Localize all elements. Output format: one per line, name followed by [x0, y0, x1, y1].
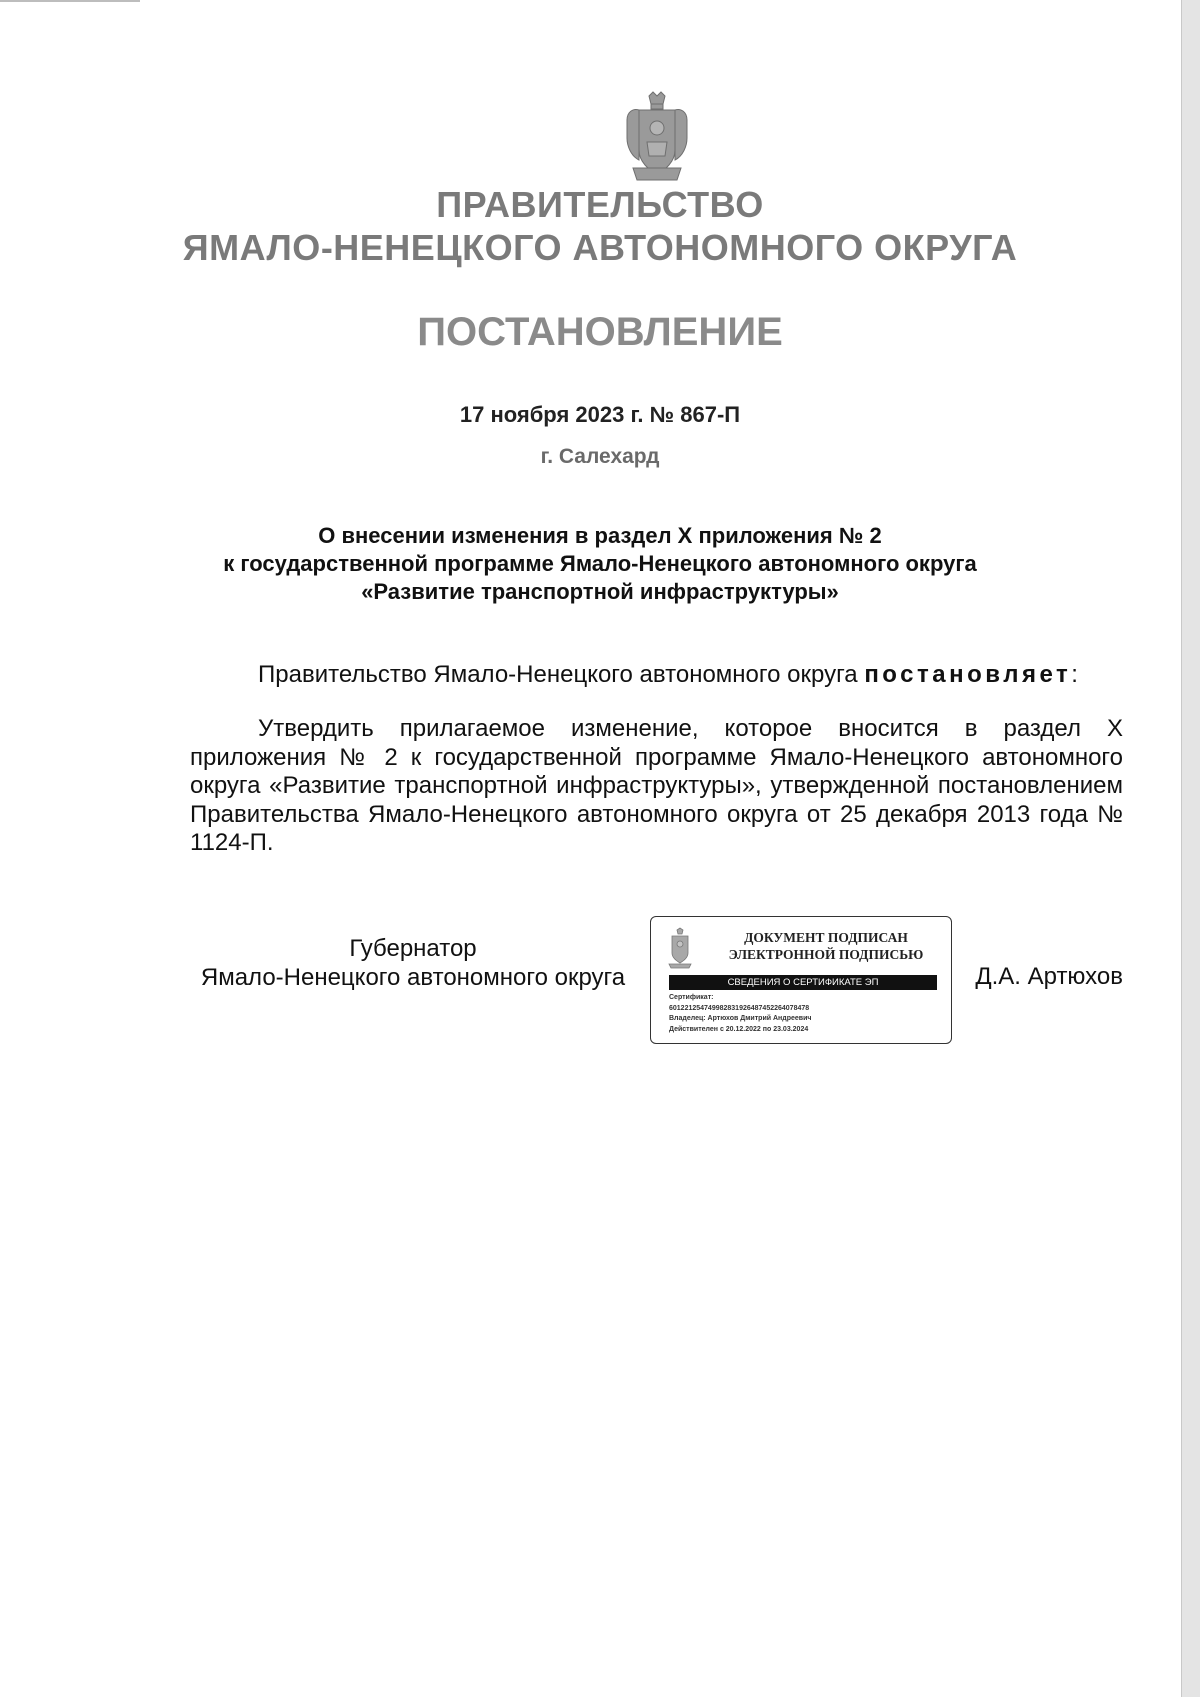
stamp-validity: Действителен с 20.12.2022 по 23.03.2024 — [669, 1025, 809, 1033]
document-date-number: 17 ноября 2023 г. № 867-П — [459, 402, 741, 427]
lead-decree-word: постановляет — [864, 661, 1072, 688]
main-paragraph: Утвердить прилагаемое изменение, которое вносится в раздел X приложения № 2 к государственной программе Ямало-Ненецкого автономного округа «Развитие транспортной инфраструктуры», утвержденной постановлением Правительства Ямало-Ненецкого автономного округа от 25 декабря 2013 года № 1124-П. — [190, 715, 1123, 856]
signatory-role-line1: Губернатор — [349, 935, 477, 962]
stamp-owner: Владелец: Артюхов Дмитрий Андреевич — [669, 1015, 812, 1022]
stamp-certificate-label: Сертификат: — [669, 994, 714, 1001]
stamp-emblem-icon — [665, 927, 695, 969]
signatory-name: Д.А. Артюхов — [975, 963, 1123, 990]
lead-colon: : — [1071, 661, 1078, 688]
stamp-heading-line1: ДОКУМЕНТ ПОДПИСАН — [744, 930, 908, 945]
government-name-line1: ПРАВИТЕЛЬСТВО — [436, 184, 764, 225]
stamp-certificate-bar: СВЕДЕНИЯ О СЕРТИФИКАТЕ ЭП — [669, 975, 937, 990]
document-type: ПОСТАНОВЛЕНИЕ — [417, 310, 783, 354]
document-title-line2: к государственной программе Ямало-Ненецкого автономного округа — [223, 551, 977, 576]
document-title — [150, 522, 1050, 606]
stamp-heading-line2: ЭЛЕКТРОННОЙ ПОДПИСЬЮ — [728, 947, 924, 962]
document-title-line3: «Развитие транспортной инфраструктуры» — [361, 579, 839, 604]
government-name-line2: ЯМАЛО-НЕНЕЦКОГО АВТОНОМНОГО ОКРУГА — [182, 227, 1018, 268]
electronic-signature-stamp — [650, 916, 952, 1044]
stamp-heading — [711, 929, 941, 963]
document-city: г. Салехард — [540, 445, 660, 468]
signatory-role — [190, 935, 636, 992]
lead-paragraph — [190, 661, 1123, 690]
document-title-line1: О внесении изменения в раздел X приложения № 2 — [318, 523, 882, 548]
signatory-role-line2: Ямало-Ненецкого автономного округа — [200, 963, 626, 991]
stamp-certificate-value: 601221254749982831926487452264078478 — [669, 1004, 810, 1012]
page-top-edge — [0, 0, 140, 2]
coat-of-arms-icon — [619, 90, 695, 186]
stamp-certificate-info — [669, 993, 944, 1035]
lead-text: Правительство Ямало-Ненецкого автономного округа — [258, 661, 865, 688]
